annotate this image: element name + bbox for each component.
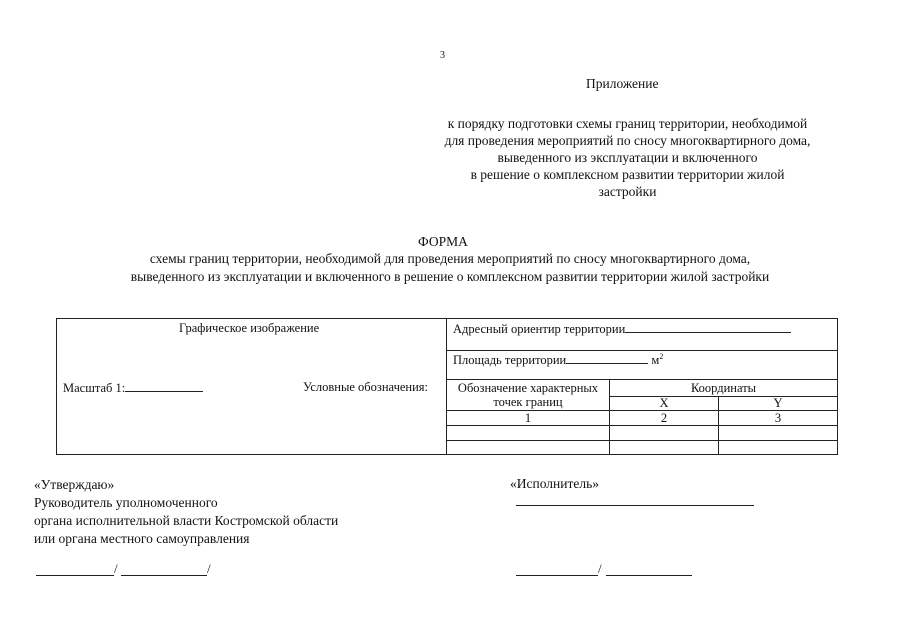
executor-title: «Исполнитель»: [510, 476, 600, 491]
address-field[interactable]: [453, 321, 791, 337]
approval-signature-line[interactable]: [36, 575, 114, 576]
executor-name-signature-line[interactable]: [606, 575, 692, 576]
appendix-line: застройки: [598, 184, 657, 199]
points-header: [447, 381, 609, 409]
boundary-scheme-table: [56, 318, 838, 455]
scale-blank[interactable]: [125, 380, 203, 392]
scale-field[interactable]: [63, 380, 203, 396]
legend-label: Условные обозначения:: [303, 380, 429, 394]
graphic-image-label: Графическое изображение: [179, 321, 320, 335]
approval-line: органа исполнительной власти Костромской области: [34, 513, 339, 528]
approval-line: Руководитель уполномоченного: [34, 495, 218, 510]
scale-label: Масштаб 1:: [63, 381, 126, 395]
area-blank[interactable]: [566, 352, 648, 364]
points-header-line: Обозначение характерных: [457, 381, 599, 395]
appendix-line: выведенного из эксплуатации и включенного: [497, 150, 758, 165]
column-number: 1: [524, 411, 532, 425]
area-unit-superscript: 2: [659, 352, 664, 361]
address-blank[interactable]: [625, 321, 791, 333]
executor-signature-line[interactable]: [516, 575, 598, 576]
column-number: 3: [774, 411, 782, 425]
area-label: Площадь территории: [453, 353, 567, 368]
form-subtitle: [60, 250, 840, 286]
form-title: ФОРМА: [418, 234, 468, 249]
x-header: X: [659, 396, 669, 410]
form-subtitle-line: схемы границ территории, необходимой для проведения мероприятий по сносу многоквартирного дома,: [149, 251, 751, 266]
appendix-line: к порядку подготовки схемы границ территории, необходимой: [447, 116, 808, 131]
approval-title: «Утверждаю»: [34, 477, 115, 492]
appendix-title: Приложение: [586, 76, 659, 91]
area-field[interactable]: [453, 352, 663, 368]
area-unit: м: [651, 353, 660, 368]
table-rule: [447, 440, 837, 441]
points-header-line: точек границ: [493, 395, 563, 409]
appendix-line: в решение о комплексном развитии территории жилой: [470, 167, 785, 182]
signature-separator: /: [114, 561, 118, 576]
approval-name-line[interactable]: [121, 575, 207, 576]
table-rule: [447, 350, 837, 351]
page-number: 3: [440, 50, 445, 61]
signature-separator: /: [598, 561, 602, 576]
address-label: Адресный ориентир территории: [453, 322, 626, 336]
approval-block: [34, 476, 338, 548]
appendix-description: [410, 115, 845, 200]
executor-name-line[interactable]: [516, 505, 754, 506]
appendix-line: для проведения мероприятий по сносу многоквартирного дома,: [444, 133, 811, 148]
y-header: Y: [773, 396, 783, 410]
approval-line: или органа местного самоуправления: [34, 531, 250, 546]
form-subtitle-line: выведенного из эксплуатации и включенного в решение о комплексном развитии территории жилой застройки: [130, 269, 770, 284]
coordinates-header: Координаты: [690, 381, 757, 395]
table-rule: [447, 379, 837, 380]
column-number: 2: [660, 411, 668, 425]
signature-separator: /: [207, 561, 211, 576]
